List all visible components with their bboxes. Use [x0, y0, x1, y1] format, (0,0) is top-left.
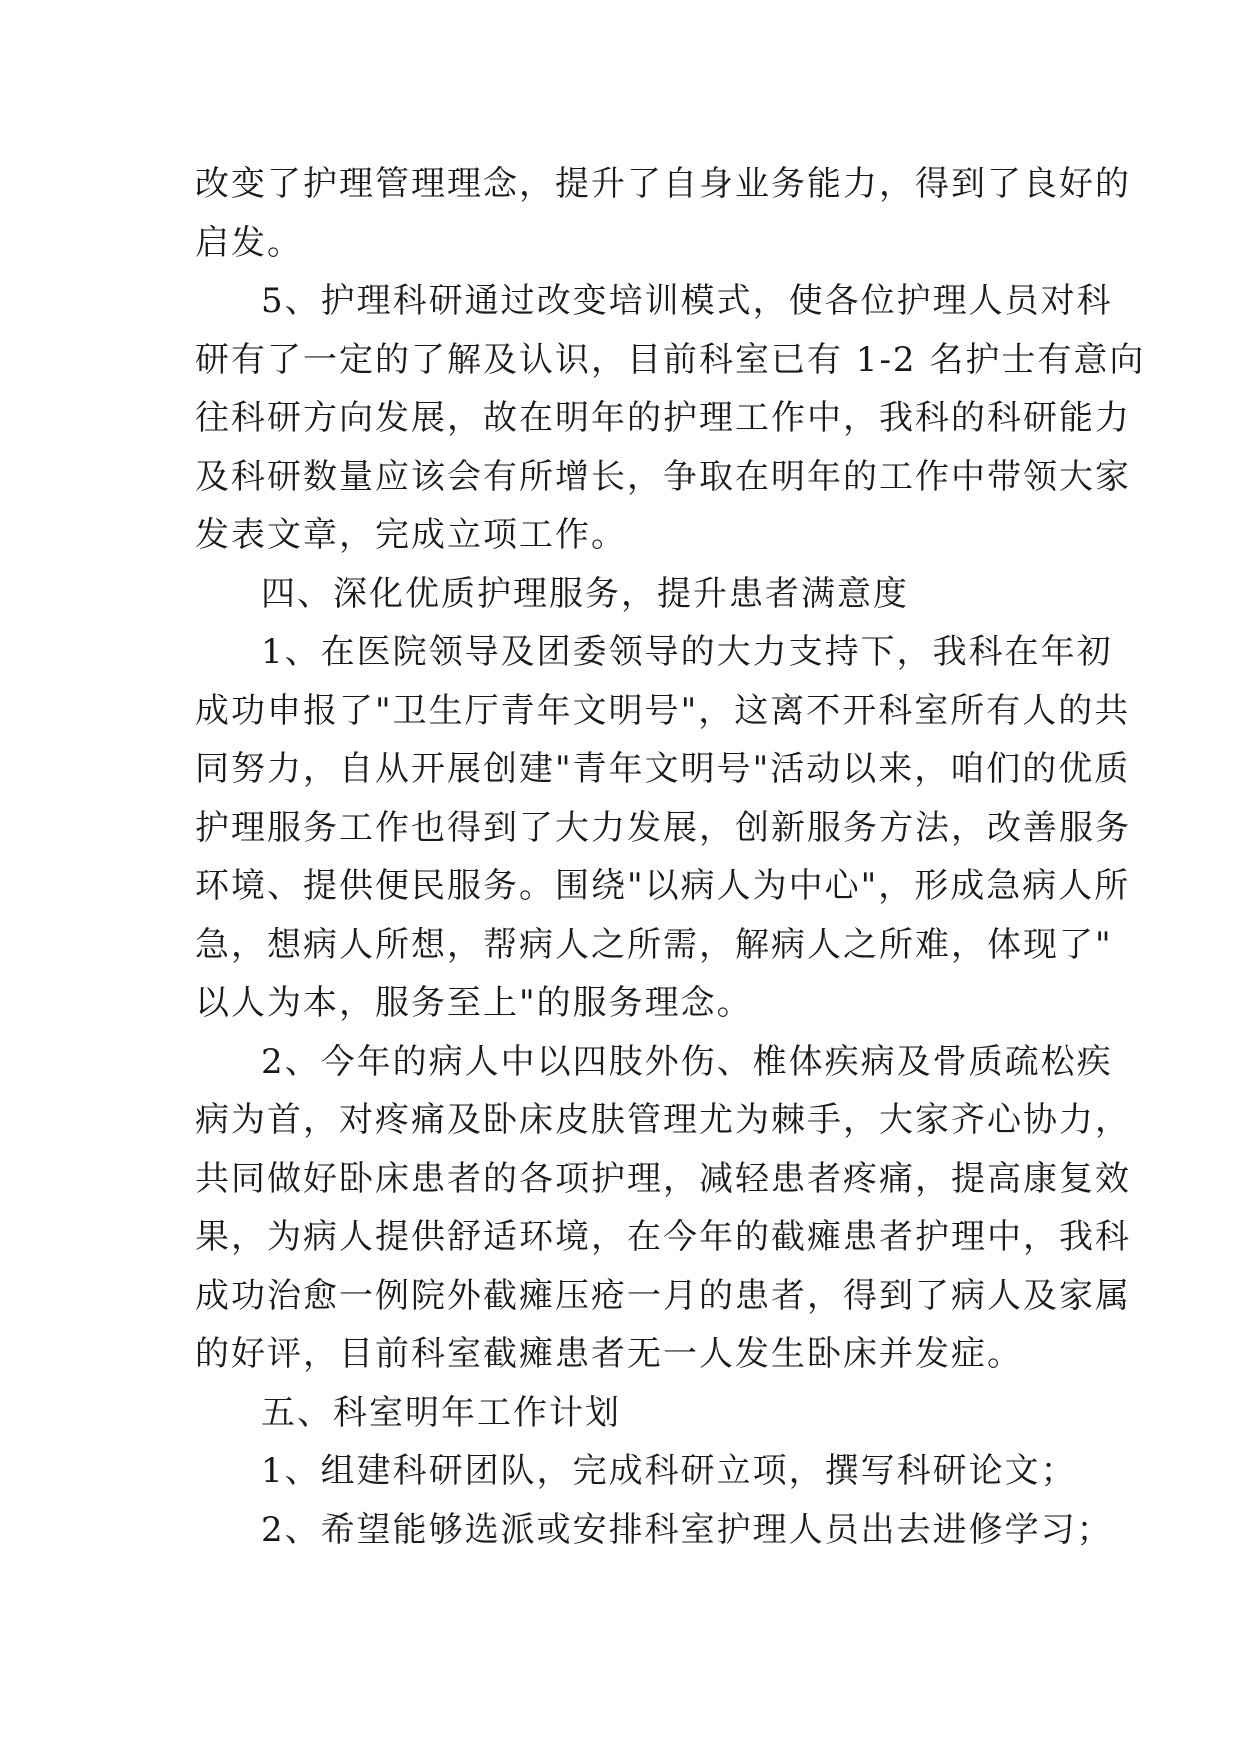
- text-line: 的好评，目前科室截瘫患者无一人发生卧床并发症。: [195, 1334, 1023, 1374]
- text-line: 研有了一定的了解及认识，目前科室已有 1-2 名护士有意向: [195, 339, 1146, 380]
- text-line: 以人为本，服务至上"的服务理念。: [195, 983, 753, 1023]
- text-line: 同努力，自从开展创建"青年文明号"活动以来，咱们的优质: [195, 749, 1131, 789]
- text-line: 及科研数量应该会有所增长，争取在明年的工作中带领大家: [195, 456, 1131, 497]
- text-line: 改变了护理管理理念，提升了自身业务能力，得到了良好的: [195, 164, 1131, 204]
- text-line: 2、今年的病人中以四肢外伤、椎体疾病及骨质疏松疾: [261, 1041, 1113, 1082]
- text-line: 1、在医院领导及团委领导的大力支持下，我科在年初: [261, 632, 1113, 672]
- document-body: [195, 155, 1146, 1559]
- text-line: 果，为病人提供舒适环境，在今年的截瘫患者护理中，我科: [195, 1217, 1131, 1257]
- text-line: 环境、提供便民服务。围绕"以病人为中心"，形成急病人所: [195, 866, 1131, 906]
- text-line: 急，想病人所想，帮病人之所需，解病人之所难，体现了": [195, 924, 1113, 965]
- text-line: 五、科室明年工作计划: [261, 1392, 621, 1433]
- text-line: 2、希望能够选派或安排科室护理人员出去进修学习；: [261, 1509, 1113, 1550]
- text-line: 共同做好卧床患者的各项护理，减轻患者疼痛，提高康复效: [195, 1158, 1131, 1199]
- text-line: 病为首，对疼痛及卧床皮肤管理尤为棘手，大家齐心协力，: [195, 1100, 1131, 1140]
- text-line: 5、护理科研通过改变培训模式，使各位护理人员对科: [261, 281, 1113, 321]
- text-line: 护理服务工作也得到了大力发展，创新服务方法，改善服务: [195, 807, 1131, 848]
- text-line: 往科研方向发展，故在明年的护理工作中，我科的科研能力: [195, 398, 1131, 438]
- text-line: 发表文章，完成立项工作。: [195, 515, 627, 555]
- text-line: 成功治愈一例院外截瘫压疮一月的患者，得到了病人及家属: [195, 1275, 1131, 1316]
- text-line: 1、组建科研团队，完成科研立项，撰写科研论文；: [261, 1451, 1077, 1491]
- text-line: 启发。: [195, 222, 303, 263]
- text-line: 四、深化优质护理服务，提升患者满意度: [261, 573, 909, 614]
- text-line: 成功申报了"卫生厅青年文明号"，这离不开科室所有人的共: [195, 690, 1131, 731]
